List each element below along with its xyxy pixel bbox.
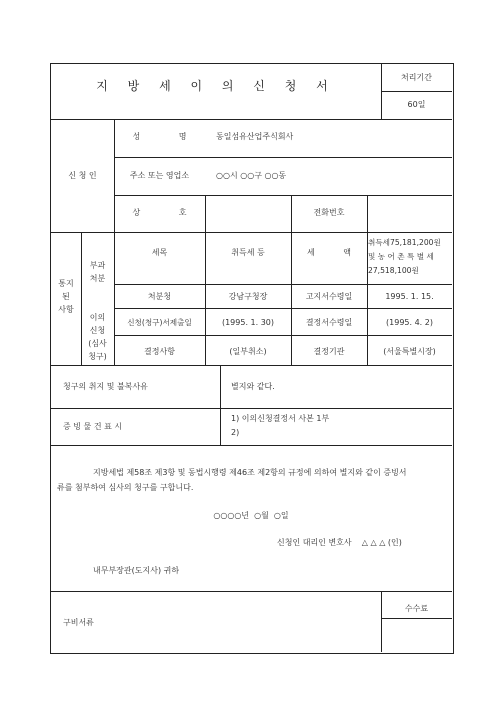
evidence-item: 2)	[231, 428, 240, 437]
row-divider	[114, 335, 452, 336]
objection-label-line: 신청	[89, 326, 106, 335]
imposition-label-line: 처분	[89, 274, 106, 283]
processing-period-value: 60일	[407, 100, 426, 109]
notice-label-line: 사항	[58, 305, 74, 314]
column-divider	[114, 119, 115, 365]
row-divider	[114, 308, 452, 309]
decision-value: (일부취소)	[229, 347, 267, 356]
column-divider	[367, 195, 368, 232]
tax-amount-value	[368, 236, 441, 278]
decision-receipt-label: 결정서수령일	[305, 318, 353, 327]
name-label: 성 명	[132, 132, 187, 141]
objection-label	[81, 311, 114, 363]
notice-label-line: 된	[62, 292, 70, 301]
evidence-label: 증 빙 물 건 표 시	[63, 422, 123, 431]
disposition-office-value: 강남구청장	[228, 292, 268, 301]
name-value: 동일섬유산업주식회사	[216, 132, 294, 141]
statement-line: 지방세법 제58조 제3항 및 동법시행령 제46조 제2항의 규정에 의하여 별지와 같이 증빙서	[93, 468, 407, 477]
row-divider	[51, 408, 452, 409]
column-divider	[381, 591, 382, 652]
row-divider	[51, 445, 452, 446]
decision-agency-value: (서울특별시장)	[383, 347, 436, 356]
notice-date-value: 1995. 1. 15.	[385, 292, 434, 301]
decision-agency-label: 결정기관	[313, 347, 345, 356]
disposition-office-label: 처분청	[147, 292, 172, 301]
tax-amount-line: 및 농 어 촌 특 별 세	[368, 252, 434, 261]
decision-label: 결정사항	[144, 347, 175, 356]
trade-name-label: 상 호	[132, 208, 187, 217]
addressee: 내무부장관(도지사) 귀하	[93, 566, 180, 575]
notice-section-label	[51, 277, 81, 316]
address-value: ○○시 ○○구 ○○동	[216, 171, 287, 180]
row-divider	[51, 119, 452, 120]
processing-period-label: 처리기간	[401, 73, 432, 82]
reasons-label: 청구의 취지 및 불복사유	[63, 382, 148, 391]
row-divider	[51, 232, 452, 233]
objection-label-line: 청구)	[88, 352, 107, 361]
decision-receipt-value: (1995. 4. 2)	[386, 318, 433, 327]
applicant-section-label: 신 청 인	[68, 171, 97, 180]
statement-date: ○○○○년 ○월 ○일	[213, 511, 289, 520]
column-divider	[220, 365, 221, 445]
evidence-item: 1) 이의신청결정서 사본 1부	[231, 414, 330, 423]
form-title: 지 방 세 이 의 신 청 서	[96, 79, 336, 93]
objection-label-line: (심사	[88, 339, 107, 348]
tax-item-value: 취득세 등	[231, 248, 265, 257]
fee-label: 수수료	[404, 604, 429, 613]
tax-amount-label: 세 액	[307, 248, 351, 257]
column-divider	[205, 195, 206, 232]
row-divider	[51, 365, 452, 366]
phone-label: 전화번호	[313, 208, 345, 217]
notice-date-label: 고지서수령일	[305, 292, 353, 301]
imposition-label-line: 부과	[89, 261, 106, 270]
tax-amount-line: 27,518,100원	[368, 266, 419, 275]
tax-item-label: 세목	[151, 248, 168, 257]
applicant-signature-line: 신청인 대리인 변호사 △ △ △ (인)	[277, 538, 402, 547]
row-divider	[51, 591, 452, 592]
address-label: 주소 또는 영업소	[129, 171, 190, 180]
statement-line: 류를 첨부하여 심사의 청구를 구합니다.	[57, 483, 194, 492]
tax-amount-line: 취득세75,181,200원	[368, 238, 441, 247]
row-divider	[114, 284, 452, 285]
filing-date-label: 신청(청구)서제출일	[127, 318, 192, 327]
petition-form	[50, 63, 454, 654]
row-divider	[381, 91, 452, 92]
notice-label-line: 통지	[58, 279, 74, 288]
filing-date-value: (1995. 1. 30)	[221, 318, 275, 327]
row-divider	[114, 157, 452, 158]
imposition-label	[81, 259, 114, 285]
row-divider	[114, 195, 452, 196]
objection-label-line: 이의	[89, 313, 106, 322]
row-divider	[381, 618, 452, 619]
reasons-value: 별지와 같다.	[231, 382, 275, 391]
attachments-label: 구비서류	[63, 618, 94, 627]
